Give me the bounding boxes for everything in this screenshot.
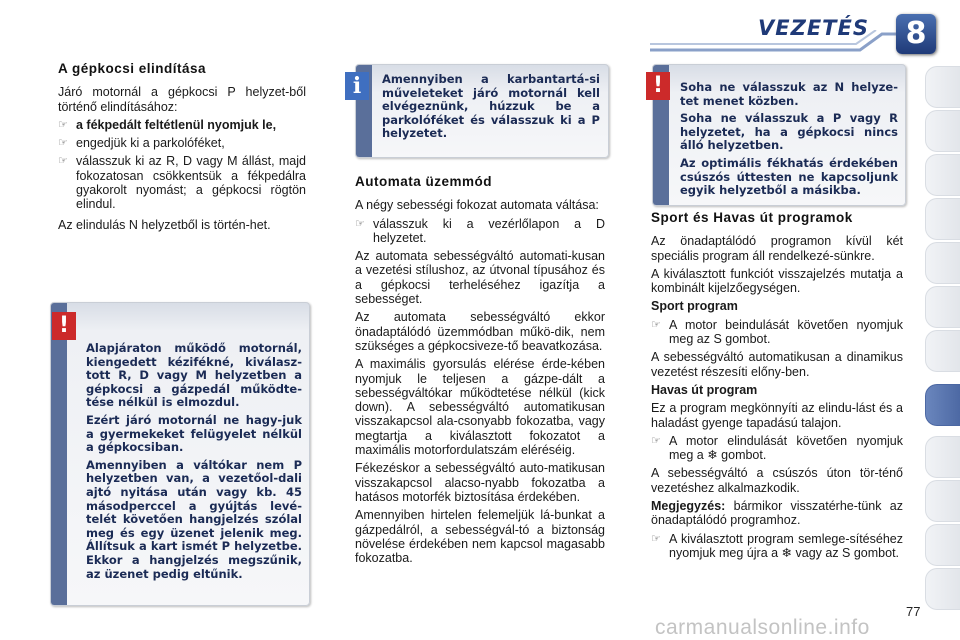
list-item: [355, 217, 605, 246]
bullet-hand-icon: ☞: [651, 318, 661, 331]
chapter-tab-5[interactable]: [925, 242, 960, 284]
sport-bullet-1: A motor beindulását követően nyomjuk meg az S gombot.: [669, 317, 903, 347]
header-title: VEZETÉS: [758, 16, 869, 40]
chapter-tab-4[interactable]: [925, 198, 960, 240]
list-item: [651, 318, 903, 347]
chapter-tab-6[interactable]: [925, 286, 960, 328]
bullet-hand-icon: ☞: [355, 217, 365, 230]
watermark: carmanualsonline.info: [655, 616, 870, 639]
bullet-hand-icon: ☞: [58, 137, 68, 150]
bullet-hand-icon: ☞: [58, 118, 68, 131]
snow-bullet-1: A motor elindulását követően nyomjuk meg a ❄ gombot.: [669, 433, 903, 463]
auto-p1: A négy sebességi fokozat automata váltása:: [355, 198, 599, 213]
start-outro: Az elindulás N helyzetből is történ-het.: [58, 217, 271, 232]
list-item: [651, 434, 903, 463]
chapter-tab-2[interactable]: [925, 110, 960, 152]
list-item: [58, 136, 306, 150]
chapter-tab-9[interactable]: [925, 436, 960, 478]
warning-selection-p3: Az optimális fékhatás érdekében csúszós úttesten ne kapcsoljunk egyik helyzetből a másikba.: [680, 155, 898, 198]
warning-idle-text: [86, 342, 302, 585]
snow-bullet-2: A kiválasztott program semlege-sítéséhez nyomjuk meg újra a ❄ vagy az S gombot.: [669, 531, 903, 560]
programs-p2: A kiválasztott funkciót visszajelzés mutatja a kombinált kijelzőegységen.: [651, 266, 903, 296]
auto-p5: Fékezéskor a sebességváltó auto-matikusan visszakapcsol alacso-nyabb fokozatba a hatásos motorfék biztosítása érdekében.: [355, 461, 605, 504]
info-icon: i: [345, 72, 369, 100]
chapter-tab-1[interactable]: [925, 66, 960, 108]
chapter-tab-10[interactable]: [925, 480, 960, 522]
auto-p3: Az automata sebességváltó ekkor önadaptálódó üzemmódban műkö-dik, nem szükséges a gépkocsiveze-tő beavatkozása.: [355, 310, 605, 353]
info-text: Amennyiben a karbantartá-si műveleteket járó motornál kell elvégeznünk, húzzuk be a parkolóféket és válasszuk ki a P helyzetet.: [382, 72, 600, 141]
section-title-start: A gépkocsi elindítása: [58, 61, 207, 76]
warning-icon: !: [52, 312, 76, 340]
note-label: Megjegyzés:: [651, 499, 726, 514]
auto-p6: Amennyiben hirtelen felemeljük lá-bunkat a gázpedálról, a sebességvál-tó a biztonság növelése érdekében nem kapcsol magasabb fokozatba.: [355, 508, 605, 566]
warning-idle-p2: Ezért járó motornál ne hagy-juk a gyermekeket felügyelet nélkül a gépkocsiban.: [86, 412, 302, 455]
auto-p2: Az automata sebességváltó automati-kusan a vezetési stílushoz, az útvonal típusához és a gépkocsi terheléséhez igazítja a sebességet.: [355, 249, 605, 307]
start-bullet-3: válasszuk ki az R, D vagy M állást, majd fokozatosan csökkentsük a fékpedálra gyakorolt nyomást; a gépkocsi rögtön elindul.: [76, 154, 306, 212]
start-bullet-1: a fékpedált feltétlenül nyomjuk le,: [76, 117, 277, 132]
chapter-number: 8: [896, 14, 936, 54]
bullet-hand-icon: ☞: [651, 434, 661, 447]
list-item: [58, 154, 306, 211]
left-column: [58, 62, 306, 236]
section-title-automatic: Automata üzemmód: [355, 174, 493, 189]
chapter-tab-8-active[interactable]: [925, 384, 960, 426]
auto-p4: A maximális gyorsulás elérése érde-kében nyomjuk le teljesen a gázpe-dált a sebességváltókar működtetése nélkül (kick down). A sebességváltó automatikusan visszakapcsol ala-csonyabb fokozatba, vagy megtartja a kiválasztott fokozatot a maximális motorfordulatszám eléréséig.: [355, 357, 605, 458]
warning-idle-p1: Alapjáraton működő motornál, kiengedett kézifékné, kiválasz-tott R, D vagy M helyzetben a gépkocsi a gázpedál működte-tése nélkül is elmozdul.: [86, 341, 302, 410]
start-intro: Járó motornál a gépkocsi P helyzet-ből történő elindításához:: [58, 85, 306, 114]
note: [651, 499, 903, 528]
chapter-tab-12[interactable]: [925, 568, 960, 610]
note-text: bármikor visszatérhe-tünk az önadaptálódó programhoz.: [651, 499, 903, 528]
middle-column: [355, 175, 605, 569]
warning-idle-p3: Amennyiben a váltókar nem P helyzetben van, a vezetőol-dali ajtó nyitása után vagy kb. 45 másodperccel a gyújtás levé-telét követően hangjelzés szólal meg és egy üzenet jelenik meg. Állítsuk a kart ismét P helyzetbe. Ekkor a hangjelzés megszűnik, az üzenet pedig eltűnik.: [86, 457, 302, 581]
bullet-hand-icon: ☞: [651, 532, 661, 545]
page-number: 77: [906, 604, 921, 619]
start-bullet-2: engedjük ki a parkolóféket,: [76, 136, 225, 151]
list-item: [58, 118, 306, 132]
bullet-hand-icon: ☞: [58, 155, 68, 168]
chapter-tab-7[interactable]: [925, 330, 960, 372]
section-title-sport-snow: Sport és Havas út programok: [651, 210, 853, 225]
warning-icon: !: [646, 72, 670, 100]
auto-bullet-1: válasszuk ki a vezérlőlapon a D helyzetet.: [373, 216, 605, 245]
chapter-tab-3[interactable]: [925, 154, 960, 196]
subtitle-snow: Havas út program: [651, 382, 758, 397]
chapter-tab-11[interactable]: [925, 524, 960, 566]
sport-p: A sebességváltó automatikusan a dinamikus vezetést részesíti előny-ben.: [651, 350, 903, 379]
subtitle-sport: Sport program: [651, 299, 738, 314]
snow-p2: A sebességváltó a csúszós úton tör-ténő vezetéshez alkalmazkodik.: [651, 466, 903, 495]
list-item: [651, 532, 903, 561]
warning-selection-text: [680, 81, 898, 202]
programs-p1: Az önadaptálódó programon kívül két speciális program áll rendelkezé-sünkre.: [651, 234, 903, 263]
right-column: [651, 211, 903, 564]
warning-selection-p1: Soha ne válasszuk az N helyze-tet menet közben.: [680, 80, 898, 108]
snow-p1: Ez a program megkönnyíti az elindu-lást és a haladást gyenge tapadású talajon.: [651, 401, 903, 430]
warning-selection-p2: Soha ne válasszuk a P vagy R helyzetet, ha a gépkocsi nincs álló helyzetben.: [680, 111, 898, 153]
